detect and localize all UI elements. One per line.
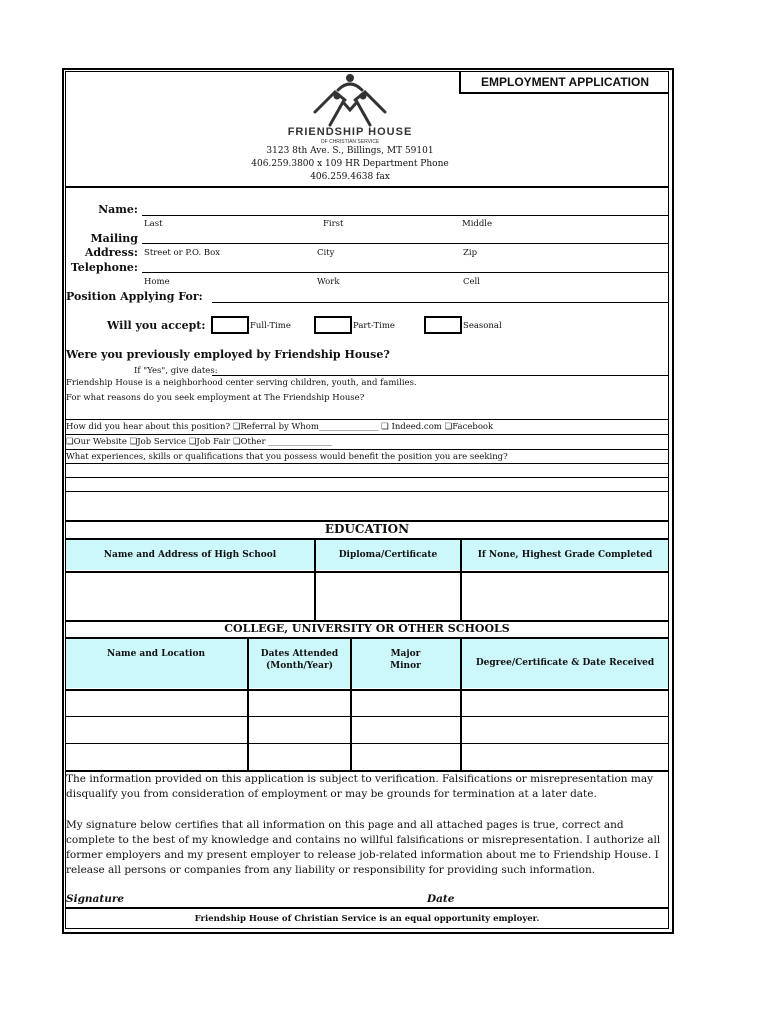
signature-field[interactable] (130, 891, 420, 906)
col-degree: Degree/Certificate & Date Received (475, 658, 655, 668)
col-dates-line2: (Month/Year) (266, 661, 333, 671)
experience-question: What experiences, skills or qualifications that you possess would benefit the position you are seeking? (66, 452, 508, 462)
college-title: COLLEGE, UNIVERSITY OR OTHER SCHOOLS (224, 622, 510, 635)
college-row[interactable] (66, 718, 668, 743)
previous-question: Were you previously employed by Friendship House? (66, 348, 390, 361)
position-label: Position Applying For: (66, 290, 203, 303)
full-time-label: Full-Time (250, 321, 291, 331)
cell-caption: Cell (463, 277, 480, 287)
zip-caption: Zip (463, 248, 478, 258)
part-time-checkbox[interactable] (314, 316, 352, 334)
logo (305, 70, 395, 130)
mailing-label: Mailing (90, 232, 138, 245)
city-caption: City (317, 248, 335, 258)
seasonal-checkbox[interactable] (424, 316, 462, 334)
work-caption: Work (317, 277, 340, 287)
name-field[interactable] (142, 215, 668, 216)
reasons-field[interactable] (65, 419, 669, 420)
address-field[interactable] (142, 243, 668, 244)
education-title: EDUCATION (324, 522, 410, 536)
position-field[interactable] (212, 302, 668, 303)
heard-line-2: ❏Our Website ❏Job Service ❏Job Fair ❏Other _______________ (66, 437, 332, 447)
verification-text: The information provided on this application is subject to verification. Falsifications or misrepresentation may disqualify you from consideration of employment or may be grounds for termination at a later date. (66, 773, 654, 800)
part-time-label: Part-Time (353, 321, 395, 331)
telephone-field[interactable] (142, 272, 668, 273)
col-name-location: Name and Location (106, 649, 205, 659)
org-fax: 406.259.4638 fax (310, 172, 390, 182)
address-label: Address: (84, 246, 138, 259)
heard-line-1: How did you hear about this position? ❏Referral by Whom______________ ❏ Indeed.com ❏Facebook (66, 422, 494, 432)
col-major-line2: Minor (390, 661, 421, 671)
col-dates-line1: Dates Attended (260, 649, 339, 659)
col-major-line1: Major (390, 649, 421, 659)
org-phone: 406.259.3800 x 109 HR Department Phone (251, 159, 449, 169)
college-row[interactable] (66, 691, 668, 716)
col-major (352, 648, 459, 672)
telephone-label: Telephone: (70, 261, 138, 274)
experience-field[interactable] (65, 463, 669, 464)
dates-field[interactable] (212, 375, 668, 376)
college-row[interactable] (66, 745, 668, 770)
hs-diploma-cell[interactable] (316, 573, 460, 620)
name-label: Name: (98, 203, 138, 216)
accept-label: Will you accept: (107, 319, 206, 332)
date-field[interactable] (462, 891, 662, 906)
org-address: 3123 8th Ave. S., Billings, MT 59101 (266, 146, 434, 156)
form-title: EMPLOYMENT APPLICATION (481, 75, 649, 89)
hs-col-name: Name and Address of High School (103, 550, 277, 560)
hs-name-cell[interactable] (66, 573, 314, 620)
footer-eoe: Friendship House of Christian Service is an equal opportunity employer. (194, 914, 540, 924)
title-box (459, 72, 669, 94)
reasons-question: For what reasons do you seek employment at The Friendship House? (66, 393, 365, 403)
about-text: Friendship House is a neighborhood center serving children, youth, and families. (66, 378, 417, 388)
first-caption: First (323, 219, 344, 229)
last-caption: Last (144, 219, 163, 229)
certify-text: My signature below certifies that all information on this page and all attached pages is true, correct and complete to the best of my knowledge and contains no willful falsifications or misrepresentation. I authorize all former employers and my present employer to release job-related information about me to Friendship House. I release all persons or companies from any liability or responsibility for providing such information. (66, 819, 661, 876)
org-subtitle: OF CHRISTIAN SERVICE (320, 139, 380, 145)
if-yes-label: If "Yes", give dates: (134, 366, 218, 376)
street-caption: Street or P.O. Box (144, 248, 221, 258)
signature-label: Signature (66, 893, 125, 905)
full-time-checkbox[interactable] (211, 316, 249, 334)
org-name: FRIENDSHIP HOUSE (287, 126, 413, 138)
hs-grade-cell[interactable] (462, 573, 668, 620)
seasonal-label: Seasonal (463, 321, 502, 331)
middle-caption: Middle (462, 219, 493, 229)
home-caption: Home (144, 277, 170, 287)
col-dates (249, 648, 350, 672)
date-label: Date (427, 893, 455, 905)
hs-col-grade: If None, Highest Grade Completed (477, 550, 653, 560)
hs-col-diploma: Diploma/Certificate (338, 550, 438, 560)
